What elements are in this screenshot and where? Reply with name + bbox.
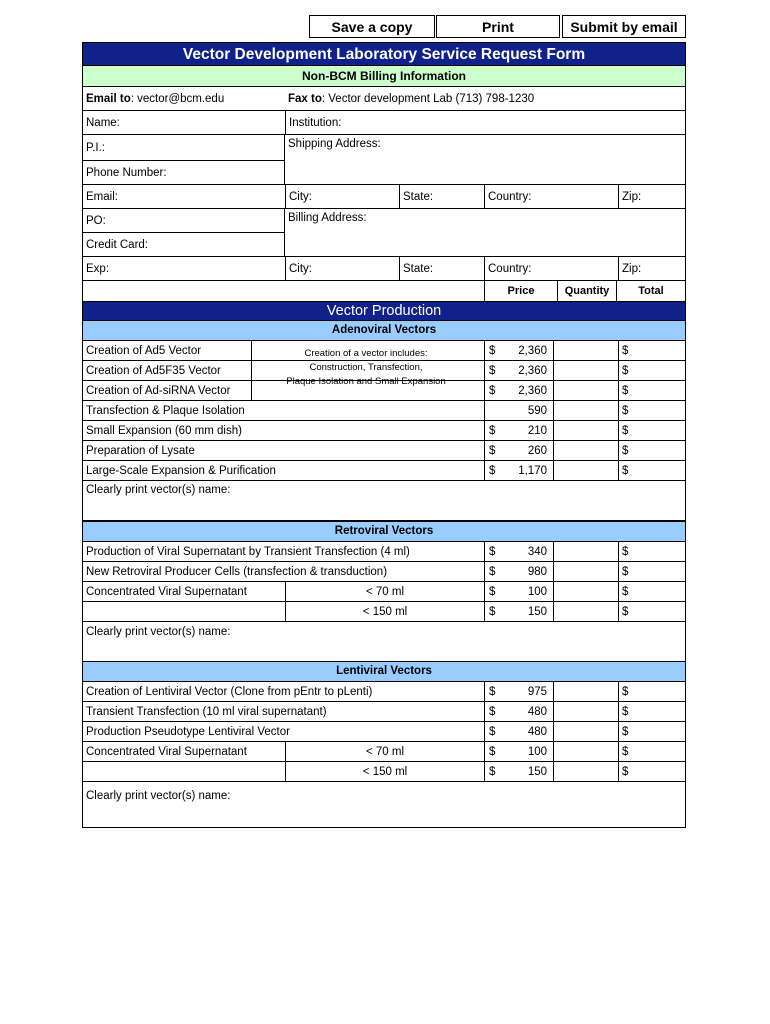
adenoviral-items xyxy=(82,341,686,481)
email-to xyxy=(83,87,285,110)
total-cell xyxy=(618,742,685,761)
billing-zip-field[interactable]: Zip: xyxy=(618,257,685,280)
price-currency: $ xyxy=(489,545,496,558)
total-cell xyxy=(618,421,685,440)
price-cell xyxy=(484,542,553,561)
total-currency: $ xyxy=(622,565,629,578)
item-row xyxy=(82,702,686,722)
contact-row xyxy=(82,87,686,111)
exp-field[interactable]: Exp: xyxy=(86,262,110,275)
price-value: 480 xyxy=(527,725,547,738)
item-label xyxy=(83,602,285,621)
total-cell xyxy=(618,542,685,561)
price-value: 2,360 xyxy=(518,384,547,397)
total-currency: $ xyxy=(622,344,629,357)
quantity-input[interactable] xyxy=(553,401,618,420)
total-cell xyxy=(618,401,685,420)
lentiviral-items xyxy=(82,682,686,782)
total-currency: $ xyxy=(622,545,629,558)
retroviral-print-name[interactable] xyxy=(82,622,686,662)
price-currency: $ xyxy=(489,685,496,698)
total-currency: $ xyxy=(622,384,629,397)
print-button[interactable]: Print xyxy=(436,15,560,38)
adenoviral-print-name-label: Clearly print vector(s) name: xyxy=(86,484,231,496)
total-currency: $ xyxy=(622,705,629,718)
billing-header: Non-BCM Billing Information xyxy=(82,66,686,87)
price-cell xyxy=(484,702,553,721)
total-cell xyxy=(618,682,685,701)
price-value: 150 xyxy=(527,605,547,618)
item-row xyxy=(82,421,686,441)
lentiviral-print-name-label: Clearly print vector(s) name: xyxy=(86,790,231,802)
item-label: Production of Viral Supernatant by Transient Transfection (4 ml) xyxy=(86,545,410,558)
price-value: 340 xyxy=(527,545,547,558)
total-currency: $ xyxy=(622,585,629,598)
price-cell xyxy=(484,722,553,741)
item-row xyxy=(82,461,686,481)
total-currency: $ xyxy=(622,765,629,778)
price-cell xyxy=(484,742,553,761)
total-currency: $ xyxy=(622,685,629,698)
save-copy-button[interactable]: Save a copy xyxy=(309,15,435,38)
quantity-input[interactable] xyxy=(553,602,618,621)
total-cell xyxy=(618,361,685,380)
credit-card-label: Credit Card: xyxy=(86,238,148,251)
item-label: Transfection & Plaque Isolation xyxy=(86,404,245,417)
price-cell xyxy=(484,461,553,480)
price-cell xyxy=(484,421,553,440)
po-billing-block xyxy=(82,209,686,283)
quantity-input[interactable] xyxy=(553,562,618,581)
quantity-input[interactable] xyxy=(553,722,618,741)
quantity-input[interactable] xyxy=(553,742,618,761)
quantity-input[interactable] xyxy=(553,762,618,781)
quantity-input[interactable] xyxy=(553,381,618,400)
total-currency: $ xyxy=(622,404,629,417)
price-value: 590 xyxy=(527,404,547,417)
total-currency: $ xyxy=(622,745,629,758)
price-value: 2,360 xyxy=(518,344,547,357)
item-row xyxy=(82,441,686,461)
total-cell xyxy=(618,381,685,400)
price-currency: $ xyxy=(489,705,496,718)
volume-option: < 150 ml xyxy=(285,762,484,781)
item-label: Large-Scale Expansion & Purification xyxy=(86,464,276,477)
column-header-row xyxy=(82,281,686,302)
quantity-input[interactable] xyxy=(553,461,618,480)
quantity-input[interactable] xyxy=(553,582,618,601)
price-cell xyxy=(484,441,553,460)
city-field[interactable]: City: xyxy=(285,185,399,208)
price-cell xyxy=(484,602,553,621)
item-label: Transient Transfection (10 ml viral supernatant) xyxy=(86,705,327,718)
item-label: Production Pseudotype Lentiviral Vector xyxy=(86,725,290,738)
adenoviral-header: Adenoviral Vectors xyxy=(82,321,686,341)
quantity-input[interactable] xyxy=(553,341,618,360)
credit-card-field[interactable] xyxy=(82,233,285,257)
price-column-header: Price xyxy=(484,281,557,301)
quantity-input[interactable] xyxy=(553,361,618,380)
item-label: Preparation of Lysate xyxy=(86,444,195,457)
price-currency: $ xyxy=(489,765,496,778)
billing-label: Billing Address: xyxy=(288,212,367,224)
item-row xyxy=(82,742,686,762)
fax-to-value: : Vector development Lab (713) 798-1230 xyxy=(321,92,535,105)
total-currency: $ xyxy=(622,364,629,377)
email-to-value: : vector@bcm.edu xyxy=(130,92,225,105)
price-currency: $ xyxy=(489,725,496,738)
quantity-input[interactable] xyxy=(553,421,618,440)
price-currency: $ xyxy=(489,364,496,377)
price-value: 100 xyxy=(527,585,547,598)
item-label: Concentrated Viral Supernatant xyxy=(86,745,247,758)
po-field[interactable] xyxy=(82,209,285,233)
item-row xyxy=(82,722,686,742)
note-line: Construction, Transfection, xyxy=(309,362,423,373)
price-cell xyxy=(484,401,553,420)
note-line: Plaque Isolation and Small Expansion xyxy=(286,376,446,387)
volume-option: < 70 ml xyxy=(285,742,484,761)
name-row xyxy=(82,111,686,135)
total-cell xyxy=(618,341,685,360)
item-row xyxy=(82,762,686,782)
total-currency: $ xyxy=(622,464,629,477)
item-row xyxy=(82,562,686,582)
price-value: 150 xyxy=(527,765,547,778)
total-currency: $ xyxy=(622,605,629,618)
form-title: Vector Development Laboratory Service Request Form xyxy=(82,42,686,66)
item-row xyxy=(82,682,686,702)
adenoviral-print-name[interactable] xyxy=(82,481,686,521)
total-cell xyxy=(618,562,685,581)
price-cell xyxy=(484,562,553,581)
price-value: 100 xyxy=(527,745,547,758)
price-cell xyxy=(484,682,553,701)
item-label: Small Expansion (60 mm dish) xyxy=(86,424,242,437)
vector-production-title: Vector Production xyxy=(82,302,686,321)
total-cell xyxy=(618,722,685,741)
quantity-column-header: Quantity xyxy=(557,281,616,301)
adenoviral-note xyxy=(250,347,482,389)
fax-to xyxy=(285,87,685,110)
total-currency: $ xyxy=(622,444,629,457)
price-currency: $ xyxy=(489,745,496,758)
price-cell xyxy=(484,762,553,781)
service-request-form xyxy=(82,42,686,828)
retroviral-items xyxy=(82,542,686,622)
total-cell xyxy=(618,461,685,480)
price-cell xyxy=(484,381,553,400)
total-cell xyxy=(618,602,685,621)
billing-state-field[interactable]: State: xyxy=(399,257,484,280)
price-cell xyxy=(484,361,553,380)
item-label: Creation of Ad-siRNA Vector xyxy=(86,384,231,397)
exp-city-row xyxy=(82,257,686,281)
name-field[interactable]: Name: xyxy=(86,116,120,129)
email-city-row xyxy=(82,185,686,209)
price-currency: $ xyxy=(489,605,496,618)
billing-city-field[interactable]: City: xyxy=(285,257,399,280)
institution-field[interactable]: Institution: xyxy=(285,111,685,134)
total-cell xyxy=(618,702,685,721)
shipping-address-field[interactable] xyxy=(284,135,686,185)
price-value: 1,170 xyxy=(518,464,547,477)
price-value: 260 xyxy=(527,444,547,457)
total-currency: $ xyxy=(622,725,629,738)
shipping-label: Shipping Address: xyxy=(288,138,381,150)
volume-option: < 150 ml xyxy=(285,602,484,621)
price-value: 210 xyxy=(527,424,547,437)
item-label xyxy=(83,762,285,781)
quantity-input[interactable] xyxy=(553,682,618,701)
price-cell xyxy=(484,341,553,360)
lentiviral-header: Lentiviral Vectors xyxy=(82,662,686,682)
item-label: Creation of Lentiviral Vector (Clone from pEntr to pLenti) xyxy=(86,685,373,698)
price-value: 980 xyxy=(527,565,547,578)
quantity-input[interactable] xyxy=(553,702,618,721)
billing-country-field[interactable]: Country: xyxy=(484,257,618,280)
price-currency: $ xyxy=(489,565,496,578)
po-label: PO: xyxy=(86,214,106,227)
email-to-label: Email to xyxy=(86,92,131,105)
price-currency: $ xyxy=(489,444,496,457)
email-field[interactable]: Email: xyxy=(86,190,118,203)
quantity-input[interactable] xyxy=(553,441,618,460)
price-cell xyxy=(484,582,553,601)
total-currency: $ xyxy=(622,424,629,437)
item-label: Creation of Ad5 Vector xyxy=(86,344,202,357)
item-row xyxy=(82,542,686,562)
item-label: Concentrated Viral Supernatant xyxy=(86,585,247,598)
total-cell xyxy=(618,582,685,601)
total-cell xyxy=(618,762,685,781)
price-currency: $ xyxy=(489,585,496,598)
price-currency: $ xyxy=(489,384,496,397)
note-line: Creation of a vector includes: xyxy=(304,348,428,359)
zip-field[interactable]: Zip: xyxy=(618,185,685,208)
pi-label: P.I.: xyxy=(86,141,105,154)
price-value: 480 xyxy=(527,705,547,718)
volume-option: < 70 ml xyxy=(285,582,484,601)
country-field[interactable]: Country: xyxy=(484,185,618,208)
quantity-input[interactable] xyxy=(553,542,618,561)
pi-field[interactable] xyxy=(82,135,285,161)
price-currency: $ xyxy=(489,344,496,357)
submit-email-button[interactable]: Submit by email xyxy=(562,15,686,38)
retroviral-print-name-label: Clearly print vector(s) name: xyxy=(86,626,231,638)
price-value: 975 xyxy=(527,685,547,698)
price-value: 2,360 xyxy=(518,364,547,377)
billing-address-field[interactable] xyxy=(284,209,686,257)
item-row xyxy=(82,401,686,421)
state-field[interactable]: State: xyxy=(399,185,484,208)
price-currency: $ xyxy=(489,424,496,437)
item-label: Creation of Ad5F35 Vector xyxy=(86,364,221,377)
retroviral-header: Retroviral Vectors xyxy=(82,522,686,542)
fax-to-label: Fax to xyxy=(288,92,322,105)
total-cell xyxy=(618,441,685,460)
price-currency: $ xyxy=(489,464,496,477)
phone-label: Phone Number: xyxy=(86,166,167,179)
item-row xyxy=(82,602,686,622)
total-column-header: Total xyxy=(616,281,685,301)
lentiviral-print-name[interactable] xyxy=(82,782,686,828)
item-label: New Retroviral Producer Cells (transfection & transduction) xyxy=(86,565,388,578)
item-row xyxy=(82,582,686,602)
